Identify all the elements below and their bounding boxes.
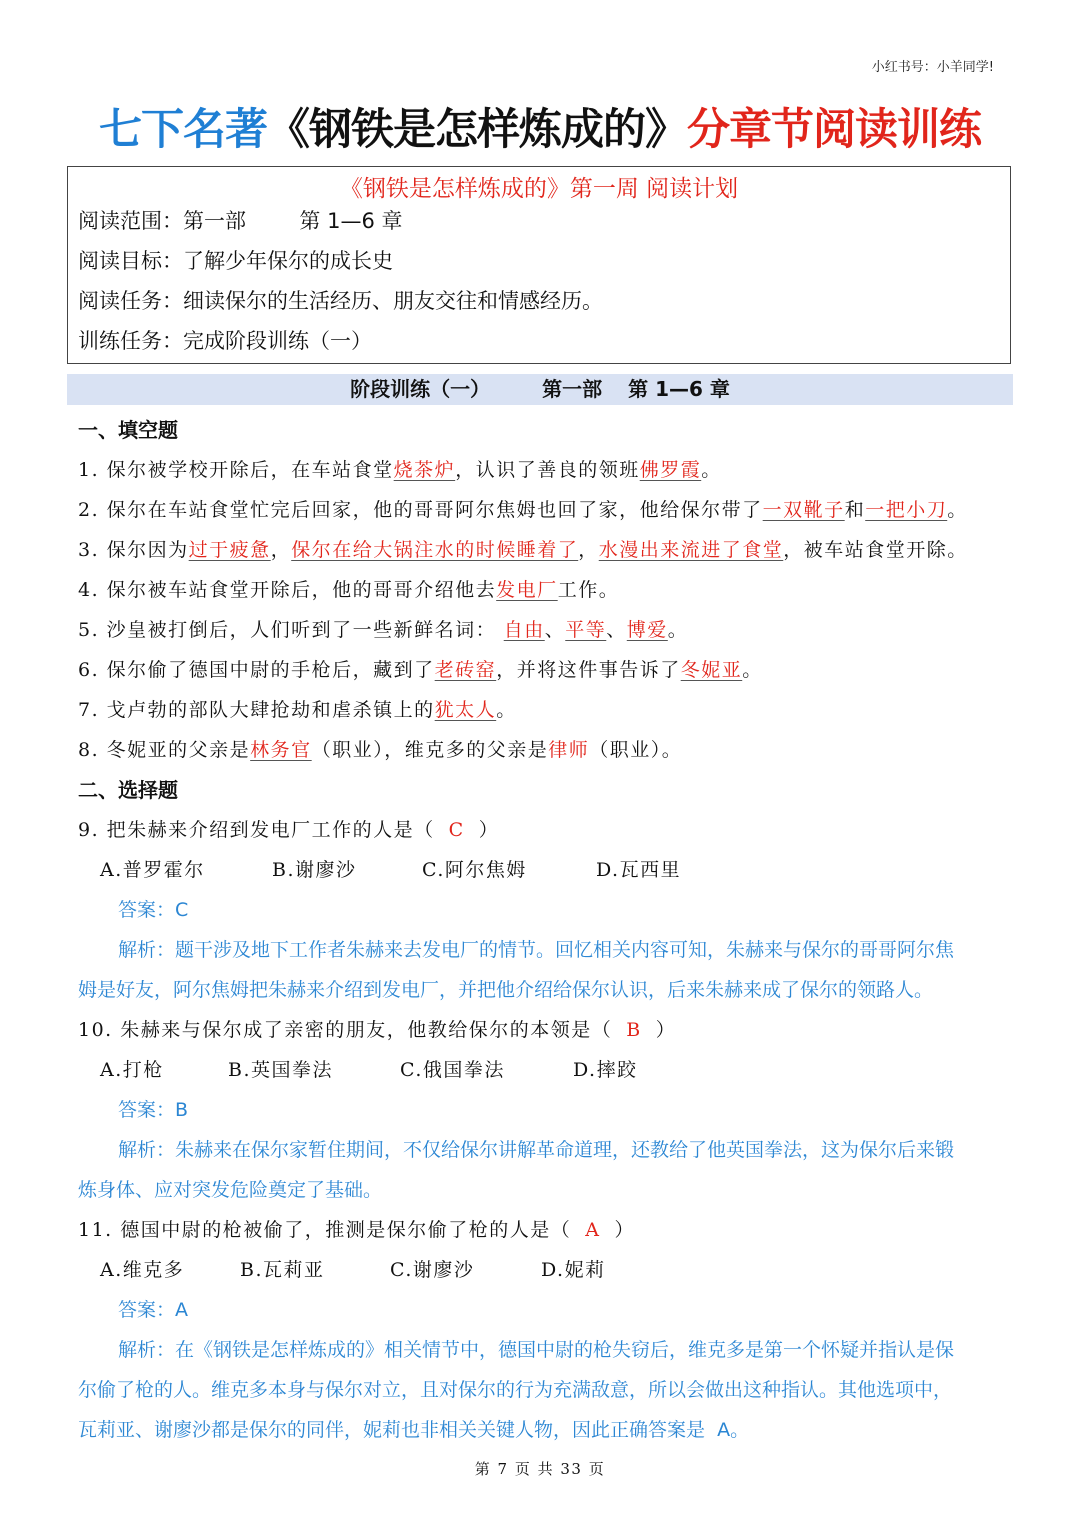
fill-question [78,570,1008,610]
plan-row-value: 细读保尔的生活经历、朋友交往和情感经历。 [183,289,603,313]
band-chapters: 第 1—6 章 [628,377,730,401]
plan-row-value: 了解少年保尔的成长史 [183,249,393,273]
question-text: ，并将这件事告诉了 [496,659,681,681]
question-text: 工作。 [557,579,620,601]
title-part1: 七下名著 [99,105,267,155]
answer-blank: 佛罗霞 [639,459,702,481]
question-text: 10. 朱赫来与保尔成了亲密的朋友，他教给保尔的本领是（ [78,1019,613,1041]
answer-blank: 一双靴子 [762,499,845,521]
fill-question [78,730,1008,770]
option-a: A.维克多 [100,1259,185,1281]
answer-blank: 冬妮亚 [680,659,743,681]
choice-question [78,1010,1008,1050]
plan-row [68,281,1010,321]
title-part2: 《钢铁是怎样炼成的》 [267,105,687,155]
question-text: 。 [667,619,689,641]
question-text: （职业），维克多的父亲是 [311,739,549,761]
plan-row [68,321,1010,361]
question-text: ， [270,539,292,561]
option-c: C.俄国拳法 [400,1059,505,1081]
option-a: A.普罗霍尔 [100,859,205,881]
question-text: 1. 保尔被学校开除后，在车站食堂 [78,459,394,481]
option-b: B.谢廖沙 [272,859,357,881]
question-text: ，认识了善良的领班 [455,459,640,481]
answer-line: 答案：C [118,899,189,921]
plan-row-label: 阅读范围： [78,209,183,233]
choice-question [78,810,1008,850]
option-d: D.瓦西里 [596,859,682,881]
question-text: ， [578,539,599,561]
fill-question [78,610,1008,650]
question-text: 3. 保尔因为 [78,539,189,561]
selected-answer: B [626,1019,642,1041]
answer-blank: 平等 [565,619,607,641]
question-text: 、 [606,619,627,641]
exercise-content [78,410,1008,1450]
fill-question [78,650,1008,690]
selected-answer: A [585,1219,601,1241]
plan-row [68,201,1010,241]
stage-training-band [67,374,1013,405]
analysis-line: 解析：题干涉及地下工作者朱赫来去发电厂的情节。回忆相关内容可知，朱赫来与保尔的哥哥阿尔焦 [118,939,955,961]
question-text: （职业）。 [589,739,683,761]
answer-blank: 水漫出来流进了食堂 [598,539,784,561]
analysis-line: 瓦莉亚、谢廖沙都是保尔的同伴，妮莉也非相关关键人物，因此正确答案是 A。 [78,1419,750,1441]
section-heading-fill: 一、填空题 [78,418,178,442]
answer-blank: 过于疲惫 [188,539,271,561]
answer-blank: 林务官 [250,739,312,761]
analysis-line: 姆是好友，阿尔焦姆把朱赫来介绍到发电厂，并把他介绍给保尔认识，后来朱赫来成了保尔的领路人。 [78,979,934,1001]
question-text: 、 [544,619,566,641]
fill-question [78,450,1008,490]
section-heading-choice: 二、选择题 [78,778,178,802]
options-row [78,1250,1008,1290]
answer-blank: 犹太人 [434,699,497,721]
question-text: 8. 冬妮亚的父亲是 [78,739,251,761]
question-close: ） [614,1219,636,1241]
fill-question [78,530,1008,570]
analysis-line: 解析：在《钢铁是怎样炼成的》相关情节中，德国中尉的枪失窃后，维克多是第一个怀疑并指认是保 [118,1339,955,1361]
plan-row-label: 训练任务： [78,329,183,353]
question-text: 2. 保尔在车站食堂忙完后回家，他的哥哥阿尔焦姆也回了家，他给保尔带了 [78,499,763,521]
options-row [78,1050,1008,1090]
option-b: B.瓦莉亚 [240,1259,325,1281]
title-part3: 分章节阅读训练 [687,105,981,155]
answer-blank: 发电厂 [496,579,558,601]
analysis-line: 尔偷了枪的人。维克多本身与保尔对立，且对保尔的行为充满敌意，所以会做出这种指认。其他选项中， [78,1379,953,1401]
question-text: 11. 德国中尉的枪被偷了，推测是保尔偷了枪的人是（ [78,1219,572,1241]
fill-question [78,690,1008,730]
band-part: 第一部 [542,377,603,401]
option-c: C.谢廖沙 [390,1259,475,1281]
selected-answer: C [448,819,465,841]
analysis-line: 炼身体、应对突发危险奠定了基础。 [78,1179,383,1201]
header-note: 小红书号：小羊同学! [871,60,994,75]
question-close: ） [655,1019,677,1041]
question-text: 6. 保尔偷了德国中尉的手枪后，藏到了 [78,659,435,681]
page-number: 第 7 页 共 33 页 [474,1460,606,1478]
question-text: 和 [844,499,866,521]
question-text: 5. 沙皇被打倒后，人们听到了一些新鲜名词： [78,619,504,641]
analysis-line: 解析：朱赫来在保尔家暂住期间，不仅给保尔讲解革命道理，还教给了他英国拳法，这为保尔后来锻 [118,1139,955,1161]
page-title [0,96,1080,157]
plan-row-value: 完成阶段训练（一） [183,329,372,353]
question-text: 9. 把朱赫来介绍到发电厂工作的人是（ [78,819,435,841]
plan-row-value: 第一部 第 1—6 章 [183,209,403,233]
choice-question [78,1210,1008,1250]
plan-row-label: 阅读任务： [78,289,183,313]
options-row [78,850,1008,890]
question-text: 。 [742,659,763,681]
option-b: B.英国拳法 [228,1059,334,1081]
answer-text: 律师 [548,739,590,761]
question-text: 4. 保尔被车站食堂开除后，他的哥哥介绍他去 [78,579,497,601]
question-text: 。 [701,459,722,481]
option-c: C.阿尔焦姆 [422,859,527,881]
question-close: ） [478,819,500,841]
reading-plan-box [67,166,1011,364]
option-d: D.摔跤 [573,1059,638,1081]
question-text: ，被车站食堂开除。 [783,539,968,561]
answer-line: 答案：B [118,1099,189,1121]
answer-blank: 保尔在给大锅注水的时候睡着了 [291,539,579,561]
question-text: 。 [496,699,517,721]
answer-blank: 一把小刀 [865,499,948,521]
question-text: 7. 戈卢勃的部队大肆抢劫和虐杀镇上的 [78,699,435,721]
answer-blank: 老砖窑 [434,659,497,681]
answer-line: 答案：A [118,1299,188,1321]
plan-title: 《钢铁是怎样炼成的》第一周 阅读计划 [339,176,739,202]
option-a: A.打枪 [100,1059,164,1081]
plan-row-label: 阅读目标： [78,249,183,273]
band-title: 阶段训练（一） [350,377,491,401]
fill-question [78,490,1008,530]
question-text: 。 [947,499,968,521]
option-d: D.妮莉 [541,1259,606,1281]
answer-blank: 博爱 [626,619,668,641]
plan-row [68,241,1010,281]
answer-blank: 自由 [503,619,545,641]
answer-blank: 烧茶炉 [393,459,456,481]
